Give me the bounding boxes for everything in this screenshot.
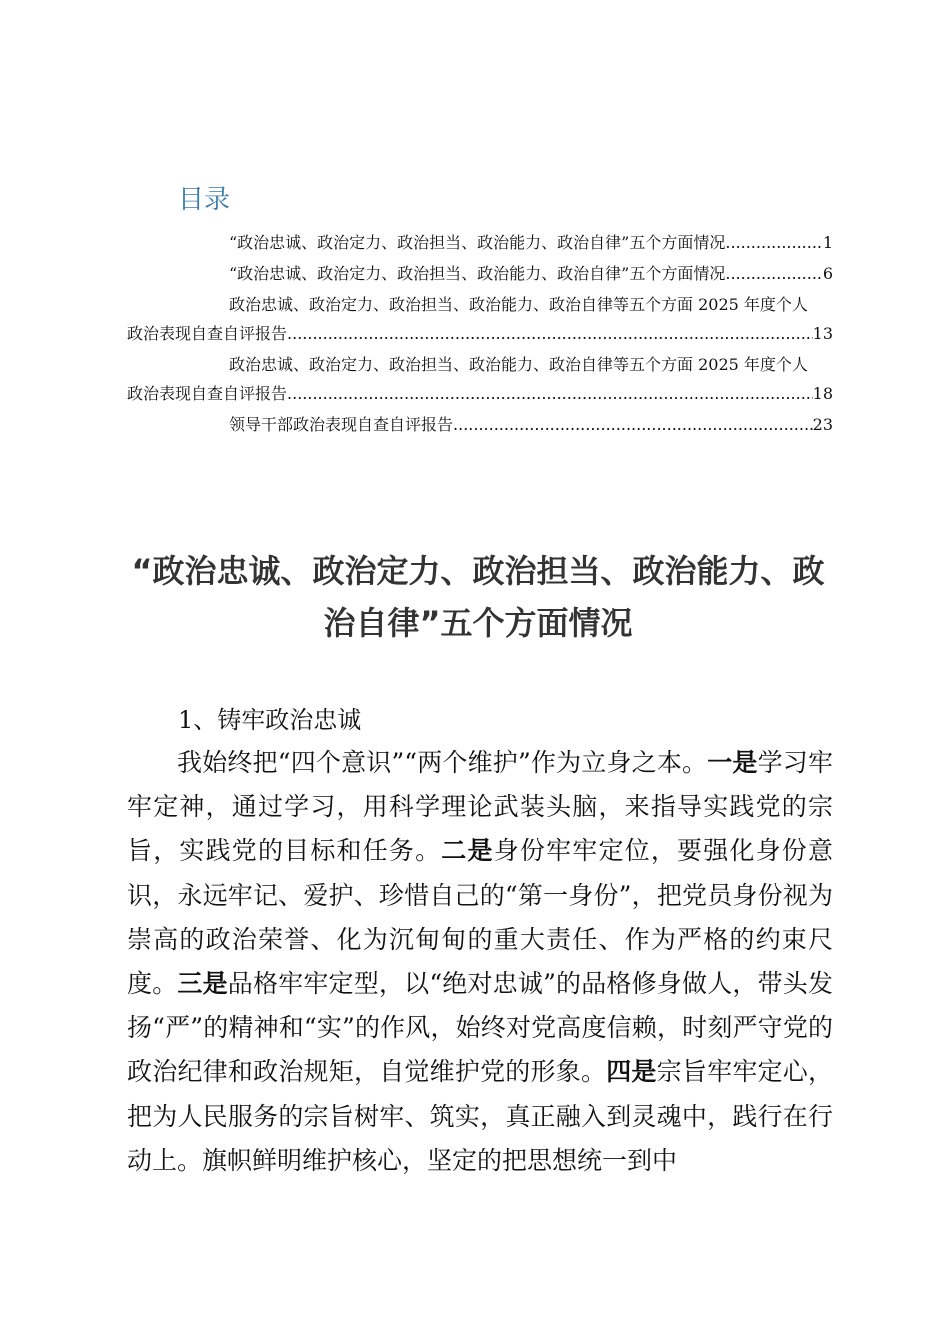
toc-entry-page: 6: [822, 264, 833, 283]
toc-entry-page: 23: [812, 415, 833, 434]
toc-leader-dots: [287, 379, 813, 408]
toc-leader-dots: [725, 228, 822, 257]
toc-entry-title-line2: 政治表现自查自评报告: [127, 324, 288, 343]
paragraph-text: 宗旨牢牢定心，把为人民服务的宗旨树牢、筑实，真正融入到灵魂中，践行在行动上。旗帜鲜明维护核心，坚定的把思想统一到中: [127, 1057, 833, 1175]
toc-leader-dots: [453, 410, 813, 439]
toc-entry-title-line2: 政治表现自查自评报告: [127, 384, 288, 403]
toc-entry-2[interactable]: [127, 259, 833, 288]
toc-entry-title: 领导干部政治表现自查自评报告: [229, 415, 454, 434]
document-title: [118, 545, 838, 649]
toc-entry-page: 1: [822, 233, 833, 252]
toc-entry-title: “政治忠诚、政治定力、政治担当、政治能力、政治自律”五个方面情况: [229, 264, 726, 283]
toc-entry-4[interactable]: [127, 350, 833, 408]
paragraph-emphasis: 一是: [707, 748, 758, 777]
toc-entry-page: 18: [812, 384, 833, 403]
toc-entry-title-line1: 政治忠诚、政治定力、政治担当、政治能力、政治自律等五个方面 2025 年度个人: [229, 295, 808, 314]
toc-entry-5[interactable]: [127, 410, 833, 439]
section-heading: 1、铸牢政治忠诚: [178, 706, 362, 734]
toc-entry-3[interactable]: [127, 290, 833, 348]
toc-leader-dots: [287, 319, 813, 348]
paragraph-text: 身份牢牢定位，要强化身份意识，永远牢记、爱护、珍惜自己的“第一身份”，把党员身份视为崇高的政治荣誉、化为沉甸甸的重大责任、作为严格的约束尺度。: [127, 836, 833, 999]
paragraph-text: 我始终把“四个意识”“两个维护”作为立身之本。: [177, 748, 708, 777]
document-title-line2: 治自律”五个方面情况: [323, 604, 633, 642]
toc-leader-dots: [725, 259, 822, 288]
toc-heading: 目录: [178, 185, 231, 215]
paragraph-text: 品格牢牢定型，以“绝对忠诚”的品格修身做人，带头发扬“严”的精神和“实”的作风，始终对党高度信赖，时刻严守党的政治纪律和政治规矩，自觉维护党的形象。: [127, 969, 833, 1087]
paragraph-emphasis: 三是: [177, 969, 228, 999]
toc-entry-page: 13: [812, 324, 833, 343]
toc-entry-1[interactable]: [127, 228, 833, 257]
toc-entry-title-line1: 政治忠诚、政治定力、政治担当、政治能力、政治自律等五个方面 2025 年度个人: [229, 355, 808, 374]
toc-entry-title: “政治忠诚、政治定力、政治担当、政治能力、政治自律”五个方面情况: [229, 233, 726, 252]
table-of-contents: [127, 228, 833, 439]
body-paragraph: [127, 741, 833, 1183]
paragraph-emphasis: 四是: [606, 1057, 657, 1087]
paragraph-text: 学习牢牢定神，通过学习，用科学理论武装头脑，来指导实践党的宗旨，实践党的目标和任务。: [127, 748, 833, 866]
paragraph-emphasis: 二是: [441, 836, 494, 866]
document-title-line1: “政治忠诚、政治定力、政治担当、政治能力、政: [131, 552, 825, 590]
